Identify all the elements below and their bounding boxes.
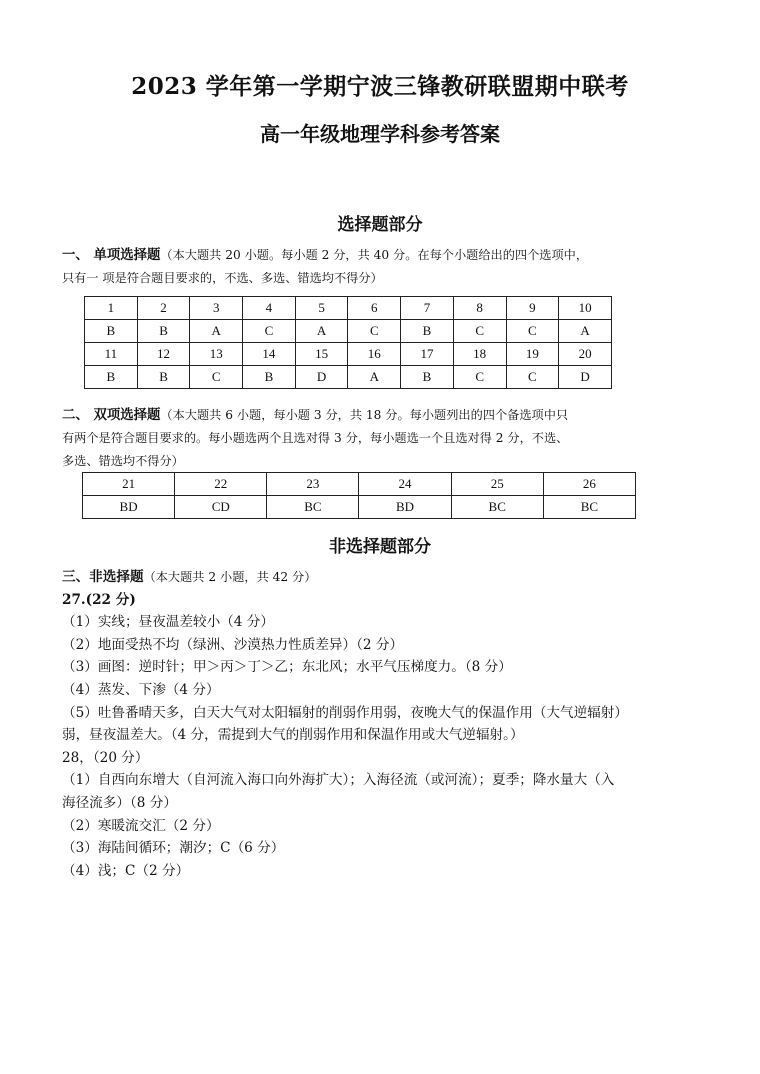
q2-table-row: [83, 496, 636, 519]
q1-table-cell: 16: [348, 343, 401, 366]
q2-table-cell: 21: [83, 473, 175, 496]
page-subtitle: 高一年级地理学科参考答案: [260, 122, 500, 146]
q1-desc-line2: 只有一 项是符合题目要求的，不选、多选、错选均不得分）: [62, 271, 383, 285]
q27-answer-1: （1）实线；昼夜温差较小（4 分）: [62, 614, 274, 631]
q2-desc-line1: （本大题共 6 小题，每小题 3 分，共 18 分。每小题列出的四个备选项中只: [160, 408, 569, 422]
q2-table-cell: 25: [451, 473, 543, 496]
q1-table-cell: A: [348, 366, 401, 389]
q1-table-cell: D: [559, 366, 612, 389]
q1-table-row: [85, 320, 612, 343]
q2-table-cell: 22: [175, 473, 267, 496]
q1-table-cell: B: [401, 366, 454, 389]
q2-desc-line3: 多选、错选均不得分）: [62, 454, 184, 468]
q27-answer-5-line1: （5）吐鲁番晴天多，白天大气对太阳辐射的削弱作用弱，夜晚大气的保温作用（大气逆辐射）: [62, 704, 628, 721]
q1-table-cell: B: [243, 366, 296, 389]
q27-answer-3: （3）画图：逆时针；甲＞丙＞丁＞乙；东北风；水平气压梯度力。（8 分）: [62, 659, 512, 676]
q1-table-cell: 8: [453, 297, 506, 320]
q1-table-cell: 9: [506, 297, 559, 320]
q28-answer-1-line2: 海径流多）（8 分）: [62, 794, 177, 811]
q1-table-cell: B: [85, 366, 138, 389]
q1-table-cell: B: [85, 320, 138, 343]
q28-answer-3: （3）海陆间循环；潮汐；C（6 分）: [62, 840, 285, 857]
q1-table-cell: 3: [190, 297, 243, 320]
q2-table-cell: 26: [543, 473, 635, 496]
section-title-choice: 选择题部分: [337, 215, 423, 235]
q1-table-cell: 2: [137, 297, 190, 320]
q2-table-cell: 24: [359, 473, 451, 496]
q1-table-cell: 10: [559, 297, 612, 320]
q28-label: 28，（20 分）: [62, 749, 149, 766]
q1-table-cell: C: [453, 366, 506, 389]
q1-table-cell: 15: [295, 343, 348, 366]
q3-block: [62, 566, 712, 882]
q2-heading: 二、 双项选择题: [62, 407, 161, 423]
q28-answer-2: （2）寒暖流交汇（2 分）: [62, 817, 220, 834]
q1-table-cell: D: [295, 366, 348, 389]
q1-desc-line1: （本大题共 20 小题。每小题 2 分，共 40 分。在每个小题给出的四个选项中，: [160, 248, 589, 262]
q1-table-cell: 19: [506, 343, 559, 366]
q2-answer-table: [82, 472, 636, 519]
q2-instructions: [62, 404, 702, 473]
q1-table-cell: C: [453, 320, 506, 343]
q28-answer-1-line1: （1）自西向东增大（自河流入海口向外海扩大）；入海径流（或河流）；夏季；降水量大（入: [62, 772, 615, 789]
q2-table-cell: BD: [359, 496, 451, 519]
q2-table-cell: BC: [543, 496, 635, 519]
q1-table-cell: 7: [401, 297, 454, 320]
q28-answer-4: （4）浅；C（2 分）: [62, 862, 190, 879]
q1-table-cell: B: [401, 320, 454, 343]
q1-heading: 一、 单项选择题: [62, 247, 161, 263]
q1-table-cell: C: [506, 320, 559, 343]
q27-label: 27.(22 分): [62, 591, 136, 608]
q1-answer-table: [84, 296, 612, 389]
q2-table-cell: 23: [267, 473, 359, 496]
q1-table-cell: 5: [295, 297, 348, 320]
q27-answer-2: （2）地面受热不均（绿洲、沙漠热力性质差异）（2 分）: [62, 636, 404, 653]
q1-table-row: [85, 297, 612, 320]
q2-desc-line2: 有两个是符合题目要求的。每小题选两个且选对得 3 分，每小题选一个且选对得 2 分，不选、: [62, 431, 569, 445]
q1-table-cell: 12: [137, 343, 190, 366]
q2-table-cell: BC: [267, 496, 359, 519]
q1-table-cell: 20: [559, 343, 612, 366]
q2-table-cell: CD: [175, 496, 267, 519]
q27-answer-4: （4）蒸发、下渗（4 分）: [62, 681, 220, 698]
q1-table-row: [85, 366, 612, 389]
q1-table-cell: C: [506, 366, 559, 389]
q2-table-cell: BC: [451, 496, 543, 519]
q1-table-cell: 6: [348, 297, 401, 320]
q2-table-row: [83, 473, 636, 496]
q1-table-cell: C: [243, 320, 296, 343]
q1-table-cell: A: [295, 320, 348, 343]
q1-table-cell: C: [190, 366, 243, 389]
q3-desc: （本大题共 2 小题，共 42 分）: [143, 570, 317, 584]
q1-table-cell: A: [559, 320, 612, 343]
q27-answer-5-line2: 弱，昼夜温差大。（4 分，需提到大气的削弱作用和保温作用或大气逆辐射。）: [62, 727, 524, 744]
q1-table-row: [85, 343, 612, 366]
q1-table-cell: B: [137, 320, 190, 343]
section-title-nonchoice: 非选择题部分: [329, 537, 431, 557]
page-title: 2023 学年第一学期宁波三锋教研联盟期中联考: [131, 73, 629, 100]
q1-table-cell: B: [137, 366, 190, 389]
q1-table-cell: 18: [453, 343, 506, 366]
q1-table-cell: 13: [190, 343, 243, 366]
q1-instructions: [62, 244, 702, 290]
q2-table-cell: BD: [83, 496, 175, 519]
q1-table-cell: 4: [243, 297, 296, 320]
q1-table-cell: 1: [85, 297, 138, 320]
q1-table-cell: 17: [401, 343, 454, 366]
q1-table-cell: A: [190, 320, 243, 343]
q3-heading: 三、非选择题: [62, 569, 144, 585]
q1-table-cell: 14: [243, 343, 296, 366]
q1-table-cell: 11: [85, 343, 138, 366]
q1-table-cell: C: [348, 320, 401, 343]
